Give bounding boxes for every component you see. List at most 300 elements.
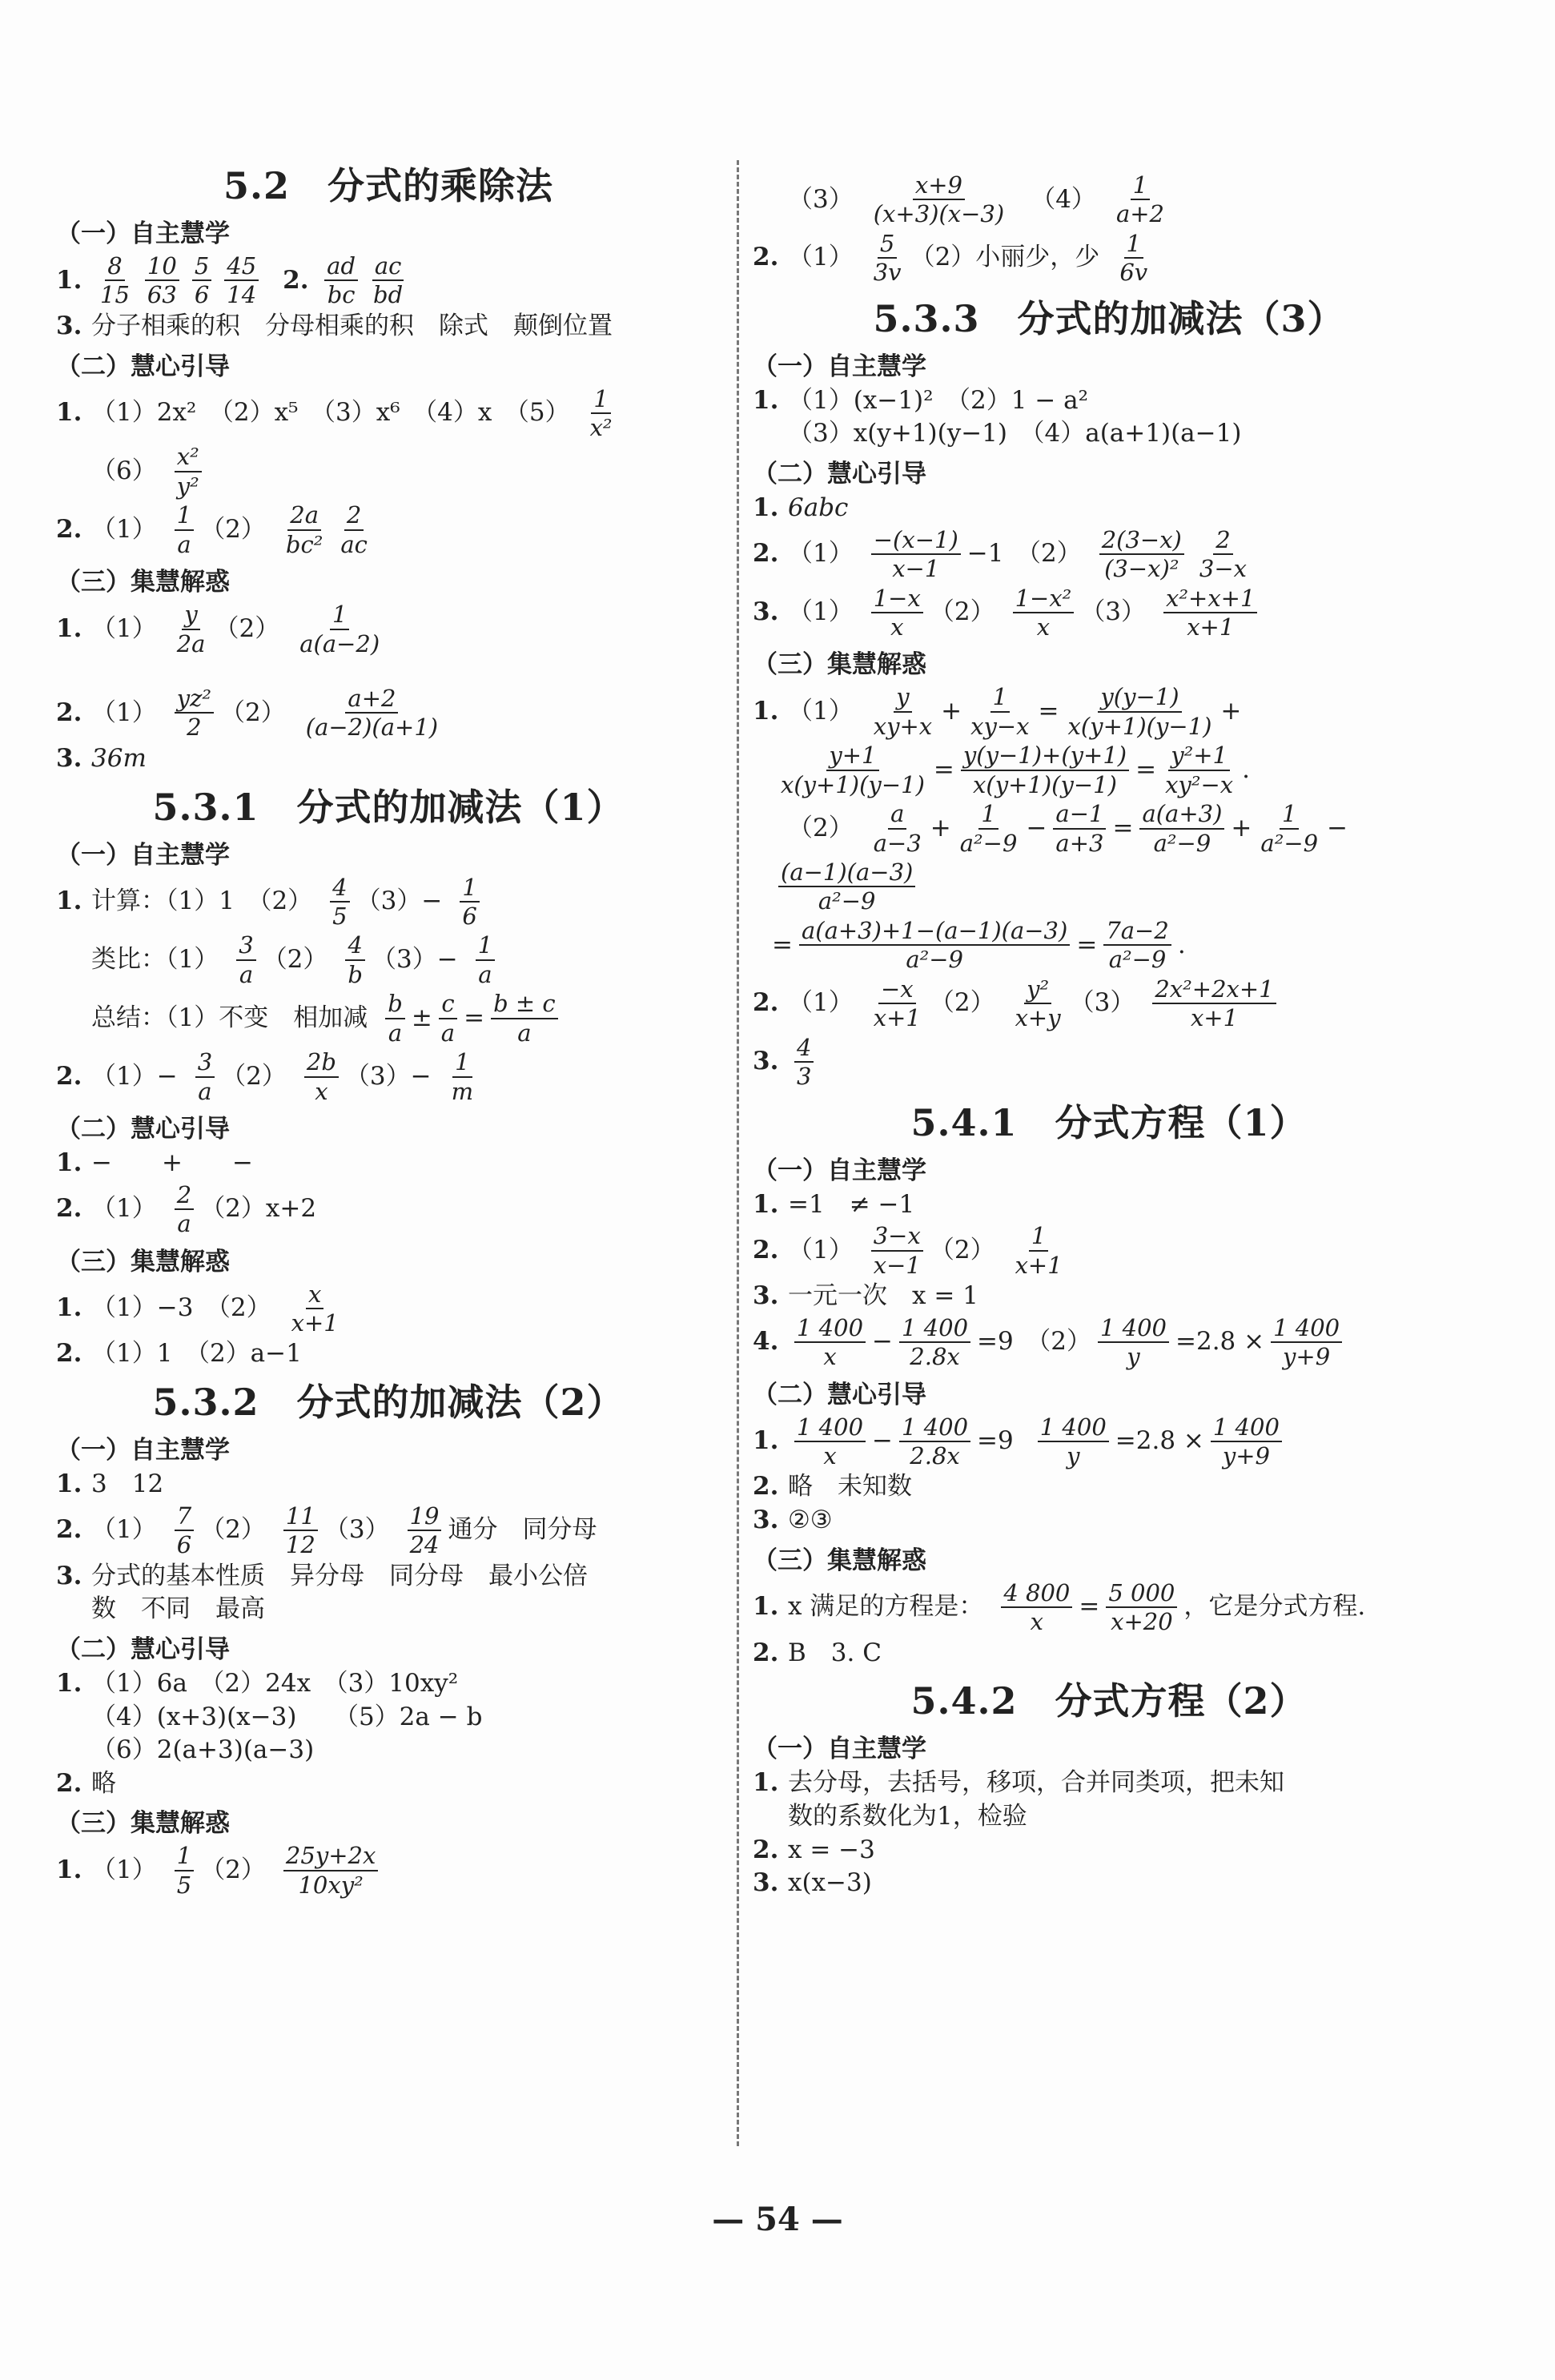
operator: = [1079,1592,1100,1622]
denominator: a [388,1019,403,1047]
answer-row [753,1769,1465,1798]
numerator: (a−1)(a−3) [778,860,915,887]
item-number: 2. [753,243,779,272]
operator: = [464,1003,485,1032]
numerator: 1 [978,802,998,829]
denominator: a²−9 [906,946,963,974]
fraction [1197,525,1249,583]
answer-text: （2） [929,1235,995,1264]
numerator: 1 [476,933,495,960]
numerator: 10 [145,254,179,281]
fraction [145,254,179,308]
answer-row [56,991,721,1045]
fraction [961,743,1129,797]
denominator: 24 [409,1531,440,1559]
numerator: 2(3−x) [1099,528,1184,555]
operator: + [1231,813,1252,842]
denominator: x(y+1)(y−1) [973,770,1117,798]
numerator: 5 [878,231,897,259]
numerator: 1 400 [1211,1415,1282,1442]
denominator: a+3 [1055,829,1104,857]
item-number: 1. [56,1668,82,1698]
numerator: y² [1024,977,1051,1004]
denominator: a [177,530,191,558]
answer-row [56,1670,721,1699]
answer-row [753,916,1465,974]
numerator: 5 000 [1106,1581,1177,1608]
answer-text: ，它是分式方程. [1183,1592,1366,1622]
denominator: (x+3)(x−3) [873,200,1005,228]
subsection-heading: （三）集慧解惑 [753,650,926,680]
item-number: 1. [56,1148,82,1178]
numerator: 1−x [871,586,923,613]
answer-text: （1）− [91,1061,178,1091]
numerator: 1 [175,1843,194,1871]
denominator: 2.8x [910,1343,960,1371]
fraction [1013,977,1063,1031]
denominator: x² [589,413,613,441]
answer-text: ②③ [788,1506,833,1535]
operator: = [933,754,954,784]
fraction [1211,1415,1282,1469]
answer-text: （2） [214,613,280,643]
fraction [408,1504,442,1558]
answer-text: （2） [262,945,328,975]
fraction [588,384,615,441]
answer-row [56,686,721,740]
denominator: x [823,1343,837,1371]
denominator: y [1067,1442,1080,1470]
fraction [871,802,924,855]
denominator: 3 [797,1063,812,1091]
left-column [56,152,721,1902]
answer-text: 通分 同分母 [448,1515,597,1545]
answer-row [56,1562,721,1591]
fraction [1152,977,1276,1031]
answer-text: （1）2x² （2）x⁵ （3）x⁶ （4）x （5） [91,398,570,428]
fraction [1139,802,1224,855]
fraction [1038,1415,1109,1469]
fraction [1106,1578,1177,1636]
fraction [871,231,904,285]
denominator: x+y [1015,1004,1061,1032]
numerator: ad [324,254,358,281]
fraction [330,875,349,929]
numerator: 1 400 [794,1415,866,1442]
fraction [175,1180,194,1238]
item-number: 2. [753,539,779,569]
denominator: 14 [227,281,257,309]
fraction [1114,173,1167,227]
numerator: −x [878,977,916,1004]
subsection-heading: （一）自主慧学 [753,1735,926,1764]
fraction [224,254,259,308]
subsection-heading: （二）慧心引导 [56,1115,230,1144]
fraction [175,686,214,740]
answer-text: （6） [91,456,157,485]
answer-text: （1） [91,1855,157,1885]
answer-text: （3）x(y+1)(y−1) （4）a(a+1)(a−1) [788,419,1242,448]
numerator: 8 [105,254,124,281]
section-title: 5.3.2 分式的加减法（2） [152,1381,625,1425]
numerator: b [385,991,405,1019]
fraction [871,685,934,738]
item-number: 3. [753,1868,779,1898]
numerator: 1 [460,875,479,903]
numerator: x²+x+1 [1163,586,1257,613]
numerator: 3 [195,1050,215,1077]
item-number: 4. [753,1327,779,1357]
item-number: 2. [56,698,82,727]
item-number: 2. [56,1194,82,1224]
denominator: (a−2)(a+1) [305,714,439,742]
answer-row [753,1803,1465,1831]
section-title: 5.4.2 分式方程（2） [910,1679,1308,1723]
denominator: 10xy² [298,1871,364,1899]
answer-text: 36m [91,743,147,773]
answer-text: （1） [91,1194,157,1224]
item-number: 2. [56,1515,82,1545]
denominator: 6v [1119,259,1148,287]
period: . [1177,930,1186,959]
numerator: 1 [1124,231,1143,259]
answer-text: 6abc [788,493,849,523]
denominator: a [198,1077,212,1105]
answer-text: （4）(x+3)(x−3) （5）2a − b [91,1702,483,1731]
subsection-heading: （二）慧心引导 [56,1634,230,1664]
answer-row [753,1836,1465,1865]
fraction [1271,1313,1342,1371]
answer-text: （2） [929,988,995,1018]
fraction [968,685,1031,738]
item-number: 1. [56,1293,82,1323]
operator: =2.8 × [1115,1426,1204,1456]
item-number: 3. [753,1281,779,1311]
denominator: y² [176,472,199,500]
item-number: 2. [56,1061,82,1091]
operator: − [1026,813,1047,842]
answer-text: 略 [91,1768,116,1798]
item-number: 2. [753,1472,779,1502]
item-number: 1. [753,697,779,726]
operator: =9 [977,1426,1014,1456]
item-number: 1. [753,1189,779,1219]
answer-row [753,1578,1465,1636]
item-number: 2. [283,265,309,295]
numerator: a(a+3) [1139,802,1224,829]
fraction [236,933,255,987]
fraction [439,991,457,1045]
answer-row [753,1506,1465,1535]
subsection-heading: （三）集慧解惑 [753,1546,926,1575]
fraction [958,802,1020,855]
numerator: 3 [236,933,255,960]
answer-row [56,384,721,441]
numerator: 1 400 [899,1415,970,1442]
denominator: x+20 [1111,1608,1173,1636]
fraction [1163,586,1257,640]
numerator: a−1 [1053,802,1106,829]
numerator: x² [175,444,202,472]
answer-row [56,933,721,987]
answer-text: （2） [220,698,286,727]
answer-row [753,1869,1465,1898]
subsection-heading: （三）集慧解惑 [56,1809,230,1839]
fraction [175,1504,194,1558]
denominator: x(y+1)(y−1) [1067,712,1212,740]
answer-text: （2） [200,1855,266,1885]
answer-text: （3） [323,1515,390,1545]
answer-text: 计算：（1）1 （2） [91,886,313,916]
subsection-heading: （二）慧心引导 [753,460,926,489]
answer-text: 3 12 [91,1469,164,1499]
answer-row [753,1282,1465,1311]
answer-text: （1） [788,697,854,726]
subsection-heading: （一）自主慧学 [56,219,230,248]
numerator: 1 [175,503,194,530]
numerator: 1 [452,1050,472,1077]
denominator: (3−x)² [1104,555,1179,583]
item-number: 1. [753,385,779,415]
denominator: y+9 [1222,1442,1270,1470]
numerator: 1 400 [1038,1415,1109,1442]
answer-row [56,312,721,341]
numerator: 1 [990,685,1010,712]
answer-text: 分式的基本性质 异分母 同分母 最小公倍 [91,1561,588,1590]
operator: =9 （2） [977,1327,1091,1357]
fraction [449,1050,476,1104]
numerator: 1 400 [1098,1316,1169,1343]
denominator: xy−x [970,712,1030,740]
subsection-heading: （一）自主慧学 [56,840,230,870]
numerator: 1 [1131,173,1150,200]
operator: − [1327,813,1348,842]
fraction [1099,525,1184,583]
item-number: 1. [753,493,779,523]
denominator: 3−x [1199,555,1247,583]
fraction [175,602,208,656]
right-column [753,168,1465,1903]
operator: + [930,813,951,842]
denominator: a²−9 [959,829,1018,857]
numerator: 2 [344,503,364,530]
numerator: y²+1 [1168,743,1230,770]
fraction [476,933,495,987]
subsection-heading: （三）集慧解惑 [56,1247,230,1276]
item-number: 3. [56,311,82,340]
answer-row [753,1191,1465,1220]
answer-row [753,743,1465,797]
fraction [175,503,194,557]
answer-text: x(x−3) [788,1868,872,1898]
answer-text: （3）− [372,945,458,975]
denominator: x+1 [291,1309,339,1337]
fraction [1066,685,1215,738]
fraction [1013,586,1075,640]
item-number: 1. [56,1855,82,1885]
answer-text: （3） [788,184,854,214]
operator: − [872,1327,894,1357]
denominator: x+1 [1015,1251,1063,1279]
answer-row [753,231,1465,285]
denominator: bc² [285,530,323,558]
answer-row [753,173,1465,227]
denominator: x+1 [1190,1004,1239,1032]
denominator: x [890,613,904,641]
numerator: 1 [330,602,349,629]
page-number: — 54 — [712,2201,843,2238]
fraction [1258,802,1320,855]
item-number: 1. [56,265,82,295]
operator: =2.8 × [1175,1327,1265,1357]
denominator: x [1036,613,1051,641]
fraction [794,1415,866,1469]
item-number: 3. [753,597,779,627]
answer-text: （2）x+2 [200,1194,317,1224]
answer-text: （1） [788,988,854,1018]
fraction [345,933,365,987]
fraction [871,977,923,1031]
item-number: 1. [753,1592,779,1622]
answer-text: B 3. C [788,1638,882,1667]
fraction [1098,1313,1169,1371]
answer-row [56,1504,721,1558]
numerator: 45 [224,254,259,281]
numerator: 25y+2x [283,1843,378,1871]
denominator: a²−9 [1108,946,1167,974]
item-number: 2. [56,1339,82,1369]
numerator: −(x−1) [871,528,961,555]
answer-row [753,387,1465,416]
numerator: 7 [175,1504,194,1531]
answer-text: （1）−3 （2） [91,1293,271,1323]
item-number: 2. [753,1638,779,1667]
answer-text: （1）1 （2）a−1 [91,1339,302,1369]
section-title: 5.2 分式的乘除法 [223,164,554,207]
answer-row [56,503,721,557]
answer-text: （1） [788,539,854,569]
denominator: x(y+1)(y−1) [781,770,925,798]
denominator: y+9 [1283,1343,1331,1371]
denominator: y [1127,1343,1140,1371]
denominator: x [1030,1608,1044,1636]
fraction [283,1504,318,1558]
numerator: 3−x [871,1224,923,1251]
answer-text: 总结：（1）不变 相加减 [91,1003,368,1032]
subsection-heading: （三）集慧解惑 [56,568,230,597]
numerator: a+2 [345,686,398,714]
denominator: 2a [176,629,206,657]
fraction [192,254,211,308]
denominator: xy+x [873,712,933,740]
numerator: a [888,802,906,829]
answer-row [56,254,721,308]
denominator: 5 [332,902,348,930]
fraction [175,444,202,498]
denominator: 6 [194,281,210,309]
item-number: 3. [56,743,82,773]
answer-row [753,860,1465,914]
answer-text: （1） [788,597,854,627]
item-number: 3. [753,1506,779,1535]
denominator: x−1 [873,1251,921,1279]
numerator: 1 [1029,1224,1048,1251]
denominator: 63 [147,281,177,309]
answer-text: 一元一次 x = 1 [788,1281,978,1311]
section-title: 5.3.1 分式的加减法（1） [152,785,625,829]
fraction [175,1843,194,1897]
numerator: 4 800 [1001,1581,1072,1608]
numerator: 2 [175,1183,194,1210]
denominator: a²−9 [1153,829,1211,857]
answer-text: （6）2(a+3)(a−3) [91,1735,315,1765]
denominator: x+1 [873,1004,921,1032]
answer-row [56,1595,721,1624]
numerator: 7a−2 [1103,919,1171,946]
denominator: 3v [873,259,902,287]
answer-text: （3）− [356,886,443,916]
answer-row [56,602,721,656]
answer-text: （2） [200,1515,266,1545]
fraction [778,860,915,914]
denominator: 2 [187,714,202,742]
operator: = [1135,754,1157,784]
item-number: 1. [753,1426,779,1456]
denominator: b [348,960,363,988]
answer-row [753,1415,1465,1469]
answer-row [753,1313,1465,1371]
fraction [1117,231,1150,285]
item-number: 1. [56,1469,82,1499]
section-title: 5.3.3 分式的加减法（3） [873,296,1345,340]
numerator: y(y−1) [1098,685,1181,712]
answer-row [56,875,721,929]
answer-row [753,802,1465,855]
operator: + [941,697,962,726]
fraction [371,254,405,308]
answer-text: （2） [200,514,266,544]
fraction [195,1050,215,1104]
numerator: y(y−1)+(y+1) [961,743,1129,770]
column-divider [737,160,739,2146]
denominator: 12 [285,1531,315,1559]
numerator: 1 [1280,802,1299,829]
fraction [303,686,440,740]
subsection-heading: （一）自主慧学 [56,1436,230,1465]
denominator: a [440,1019,456,1047]
answer-text: （1） [91,514,157,544]
answer-text: 数 不同 最高 [91,1594,265,1624]
denominator: a²−9 [818,887,876,915]
answer-row [753,977,1465,1031]
answer-text: =1 ≠ −1 [788,1189,915,1219]
operator: = [772,930,793,959]
answer-text: − + − [91,1148,253,1178]
numerator: y+1 [826,743,878,770]
item-number: 1. [56,398,82,428]
denominator: a²−9 [1260,829,1319,857]
answer-row [753,586,1465,640]
fraction [794,1313,866,1371]
answer-row [753,1639,1465,1668]
fraction [871,173,1007,227]
item-number: 2. [56,514,82,544]
answer-text: （1） [788,1235,854,1264]
fraction [283,1843,378,1897]
answer-row [56,1470,721,1499]
answer-row [753,494,1465,523]
numerator: 1 400 [899,1316,970,1343]
